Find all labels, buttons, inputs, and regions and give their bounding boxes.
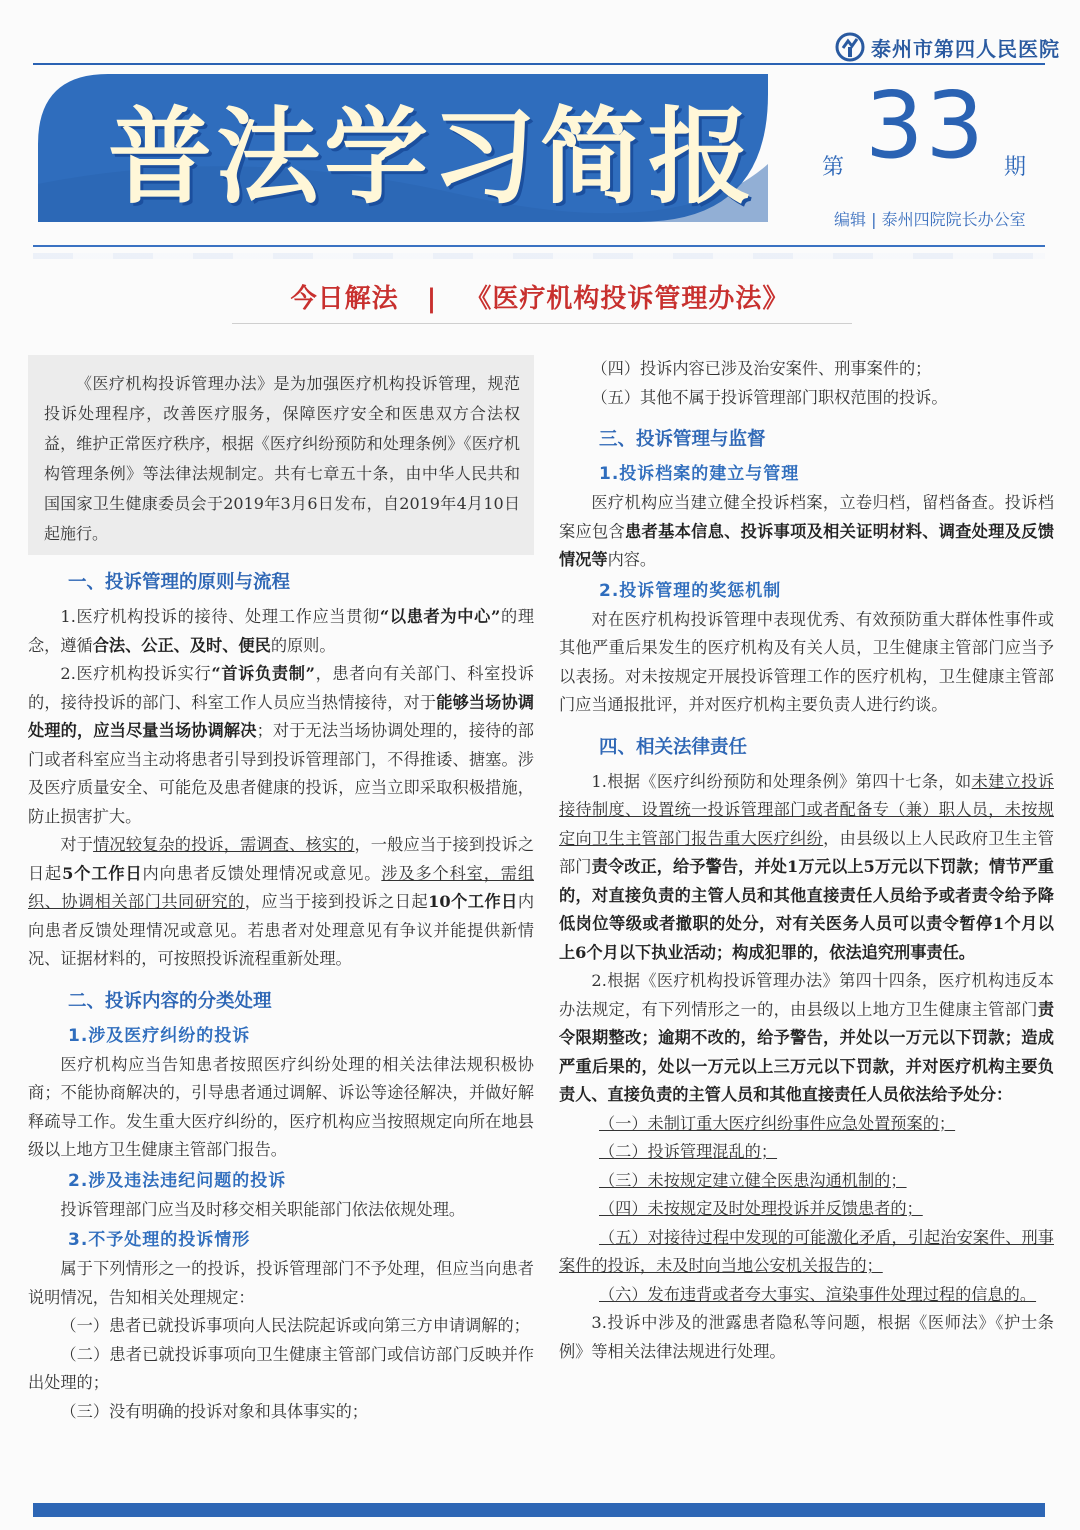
section2-sub3-text: 属于下列情形之一的投诉，投诉管理部门不予处理，但应当向患者说明情况，告知相关处理规定： <box>28 1259 534 1307</box>
header-pattern <box>33 253 1045 259</box>
today-topic: 《医疗机构投诉管理办法》 <box>465 284 790 314</box>
violation-item: （六）发布违背或者夸大事实、渲染事件处理过程的信息的。 <box>599 1284 1037 1304</box>
right-column <box>559 355 1054 1366</box>
section3-heading: 三、投诉管理与监督 <box>599 429 766 450</box>
left-column <box>28 355 534 1426</box>
today-label: 今日解法 <box>290 284 399 314</box>
section4-para1: 1.根据《医疗纠纷预防和处理条例》第四十七条，如未建立投诉接待制度、设置统一投诉管理部门或者配备专（兼）职人员，未按规定向卫生主管部门报告重大医疗纠纷，由县级以上人民政府卫生主管部门责令改正，给予警告，并处1万元以上5万元以下罚款；情节严重的，对直接负责的主管人员和其他直接责任人员给予或者责令给予降低岗位等级或者撤职的处分，对有关医务人员可以责令暂停1个月以上6个月以下执业活动；构成犯罪的，依法追究刑事责任。 <box>559 771 1054 962</box>
bottom-bar <box>33 1503 1045 1517</box>
section1-heading: 一、投诉管理的原则与流程 <box>68 572 291 593</box>
section1-para1: 1.医疗机构投诉的接待、处理工作应当贯彻“以患者为中心”的理念，遵循合法、公正、及时、便民的原则。 <box>28 607 535 655</box>
hospital-logo <box>835 30 1060 64</box>
section2-sub2: 2.涉及违法违纪问题的投诉 <box>68 1170 287 1191</box>
violation-item: （二）投诉管理混乱的； <box>599 1142 778 1161</box>
editor-credit: 编辑 | 泰州四院院长办公室 <box>834 210 1026 229</box>
section2-sub3: 3.不予处理的投诉情形 <box>68 1230 251 1250</box>
section3-sub2: 2.投诉管理的奖惩机制 <box>599 580 782 601</box>
section1-para3: 对于情况较复杂的投诉，需调查、核实的，一般应当于接到投诉之日起5个工作日内向患者反馈处理情况或意见。涉及多个科室，需组织、协调相关部门共同研究的，应当于接到投诉之日起10个工作日内向患者反馈处理情况或意见。若患者对处理意见有争议并能提供新情况、证据材料的，可按照投诉流程重新处理。 <box>28 835 535 968</box>
section2-sub1: 1.涉及医疗纠纷的投诉 <box>68 1025 251 1046</box>
bulletin-title: 普法学习简报 <box>108 96 757 218</box>
section4-para2: 2.根据《医疗机构投诉管理办法》第四十四条，医疗机构违反本办法规定，有下列情形之一的，由县级以上地方卫生健康主管部门责令限期整改；逾期不改的，给予警告，并处以一万元以下罚款；造成严重后果的，处以一万元以上三万元以下罚款，并对医疗机构主要负责人、直接负责的主管人员和其他直接责任人员依法给予处分： <box>559 971 1054 1104</box>
section2-heading: 二、投诉内容的分类处理 <box>68 990 272 1012</box>
violation-item: （三）未按规定建立健全医患沟通机制的； <box>599 1170 907 1190</box>
exclusion-item: （四）投诉内容已涉及治安案件、刑事案件的； <box>591 359 932 378</box>
violation-list <box>559 1110 1054 1310</box>
hospital-name: 泰州市第四人民医院 <box>871 36 1060 61</box>
intro-text: 《医疗机构投诉管理办法》是为加强医疗机构投诉管理，规范投诉处理程序，改善医疗服务，保障医疗安全和医患双方合法权益，维护正常医疗秩序，根据《医疗纠纷预防和处理条例》《医疗机构管理条例》等法律法规制定。共有七章五十条，由中华人民共和国国家卫生健康委员会于2019年3月6日发布，自2019年4月10日起施行。 <box>44 374 520 543</box>
issue-suffix: 期 <box>1004 155 1027 180</box>
section4-heading: 四、相关法律责任 <box>599 736 748 758</box>
intro-box <box>28 355 534 555</box>
exclusion-item: （一）患者已就投诉事项向人民法院起诉或向第三方申请调解的； <box>60 1316 530 1335</box>
header-rule <box>33 245 1045 247</box>
section2-sub2-text: 投诉管理部门应当及时移交相关职能部门依法依规处理。 <box>60 1199 466 1219</box>
topic-underline <box>232 323 852 324</box>
exclusion-item: （三）没有明确的投诉对象和具体事实的； <box>60 1401 368 1421</box>
section3-sub2-text: 对在医疗机构投诉管理中表现优秀、有效预防重大群体性事件或其他严重后果发生的医疗机构及有关人员，卫生健康主管部门应当予以表扬。对未按规定开展投诉管理工作的医疗机构，卫生健康主管部门应当通报批评，并对医疗机构主要负责人进行约谈。 <box>559 609 1054 714</box>
title-banner <box>38 74 768 222</box>
today-separator: | <box>426 284 438 314</box>
exclusion-item: （二）患者已就投诉事项向卫生健康主管部门或信访部门反映并作出处理的； <box>28 1344 534 1392</box>
violation-item: （四）未按规定及时处理投诉并反馈患者的； <box>599 1199 923 1218</box>
hospital-emblem-icon <box>835 32 865 62</box>
issue-number: 33 <box>865 72 987 179</box>
violation-item: （一）未制订重大医疗纠纷事件应急处置预案的； <box>599 1113 956 1133</box>
violation-item: （五）对接待过程中发现的可能激化矛盾，引起治安案件、刑事案件的投诉，未及时向当地公安机关报告的； <box>559 1227 1054 1275</box>
section2-sub1-text: 医疗机构应当告知患者按照医疗纠纷处理的相关法律法规积极协商；不能协商解决的，引导患者通过调解、诉讼等途径解决，并做好解释疏导工作。发生重大医疗纠纷的，医疗机构应当按照规定向所在地县级以上地方卫生健康主管部门报告。 <box>28 1054 534 1159</box>
top-rule <box>33 63 1045 65</box>
section4-para3: 3.投诉中涉及的泄露患者隐私等问题，根据《医师法》《护士条例》等相关法律法规进行处理。 <box>559 1313 1054 1361</box>
issue-prefix: 第 <box>822 155 845 180</box>
section1-para2: 2.医疗机构投诉实行“首诉负责制”，患者向有关部门、科室投诉的，接待投诉的部门、科室工作人员应当热情接待，对于能够当场协调处理的，应当尽量当场协调解决；对于无法当场协调处理的，接待的部门或者科室应当主动将患者引导到投诉管理部门，不得推诿、搪塞。涉及医疗质量安全、可能危及患者健康的投诉，应当立即采取积极措施，防止损害扩大。 <box>28 664 535 826</box>
section3-sub1: 1.投诉档案的建立与管理 <box>599 464 800 484</box>
section3-sub1-text: 医疗机构应当建立健全投诉档案，立卷归档，留档备查。投诉档案应包含患者基本信息、投诉事项及相关证明材料、调查处理及反馈情况等内容。 <box>559 493 1055 569</box>
today-topic-line <box>0 278 1080 315</box>
exclusion-item: （五）其他不属于投诉管理部门职权范围的投诉。 <box>591 387 948 407</box>
